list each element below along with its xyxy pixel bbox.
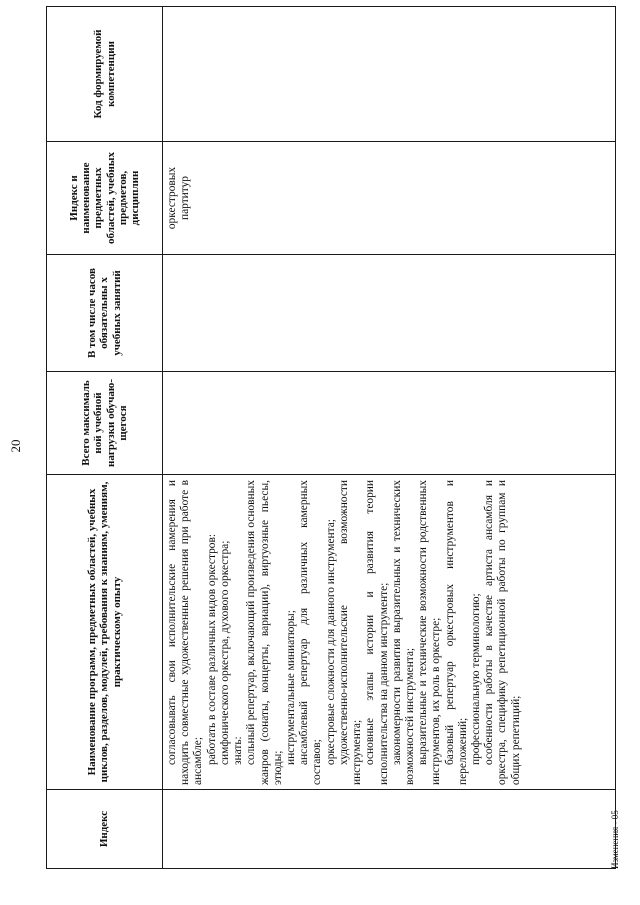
header-name: Наименование программ, предметных областей, учебных циклов, разделов, модулей, требования к знаниям, умениям, практическому опыту <box>47 475 163 790</box>
header-competence-code: Код формируемой компетенции <box>47 7 163 142</box>
cell-index <box>163 790 616 869</box>
requirement-item: симфонического оркестра, духового оркестра; <box>218 540 231 765</box>
cell-content <box>163 475 616 790</box>
requirement-item: работать в составе различных видов оркестров: <box>205 533 218 765</box>
requirement-item: оркестровые сложности для данного инструмента; <box>324 519 337 765</box>
requirement-item: ансамблевый репертуар для различных камерных составов; <box>298 480 324 785</box>
requirement-item: выразительные и технические возможности родственных инструментов, их роль в оркестре; <box>417 480 443 785</box>
requirement-item: знать: <box>232 736 245 765</box>
header-max-load: Всего максималь ной учебной нагрузки обучаю-щегося <box>47 372 163 475</box>
revision-note: Изменения - 05 <box>610 810 620 869</box>
cell-competence-code <box>163 7 616 142</box>
requirement-item: базовый репертуар оркестровых инструментов и переложений; <box>443 480 469 785</box>
cell-obligatory-hours <box>163 255 616 372</box>
cell-max-load <box>163 372 616 475</box>
requirements-list <box>166 480 523 785</box>
requirement-item: согласовывать свои исполнительские намерения и находить совместные художественные решения при работе в ансамбле; <box>166 480 205 785</box>
requirement-item: инструментальные миниатюры; <box>284 610 297 765</box>
requirement-item: особенности работы в качестве артиста ансамбля и оркестра, специфику репетиционной работы по группам и общих репетиций; <box>483 480 522 785</box>
cell-subject-area: оркестровых партитур <box>163 142 616 255</box>
requirement-item: основные этапы истории и развития теории исполнительства на данном инструменте; <box>364 480 390 785</box>
table-header-row <box>47 7 163 869</box>
requirement-item: закономерности развития выразительных и технических возможностей инструмента; <box>390 480 416 785</box>
requirement-item: художественно-исполнительские возможности инструмента; <box>337 480 364 785</box>
header-index: Индекс <box>47 790 163 869</box>
header-obligatory-hours: В том числе часов обязательны х учебных занятий <box>47 255 163 372</box>
requirement-item: сольный репертуар, включающий произведения основных жанров (сонаты, концерты, вариации), виртуозные пьесы, этюды; <box>245 480 284 785</box>
header-subject-area: Индекс и наименование предметных областей, учебных предметов, дисциплин <box>47 142 163 255</box>
page-number: 20 <box>8 439 23 453</box>
curriculum-table <box>46 6 616 869</box>
table-row <box>163 7 616 869</box>
requirement-item: профессиональную терминологию; <box>470 593 483 765</box>
